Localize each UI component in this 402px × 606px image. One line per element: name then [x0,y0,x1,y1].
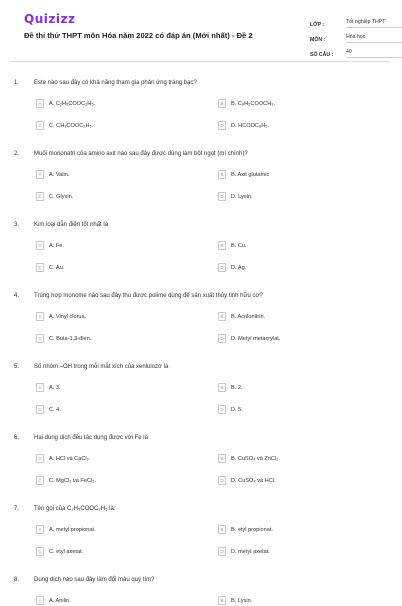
option-letter-box[interactable]: B [218,596,226,605]
answer-option[interactable] [218,169,368,180]
option-letter-box[interactable]: A [36,99,44,108]
answer-option[interactable] [218,240,368,251]
meta-subject-label: MÔN : [310,37,326,43]
option-text: D. CuSO₄ và HCl. [231,477,276,484]
option-text: D. Ag. [231,264,247,271]
worksheet-header [10,0,390,62]
question-number: 1. [14,80,20,86]
option-text: A. C₂H₅COOC₂H₅. [49,100,96,107]
meta-count-label: SỐ CÂU : [310,52,334,58]
answer-option[interactable] [36,120,186,131]
question-number: 3. [14,222,20,228]
option-letter-box[interactable]: A [36,525,44,534]
option-letter-box[interactable]: D [218,547,226,556]
question-number: 4. [14,293,20,299]
option-letter-box[interactable]: B [218,383,226,392]
answer-option[interactable] [218,191,368,202]
option-text: C. MgCl₂ và FeCl₃. [49,477,97,484]
answer-option[interactable] [218,524,368,535]
option-letter-box[interactable]: B [218,454,226,463]
option-text: B. CuSO₄ và ZnCl₂. [231,455,280,462]
option-letter-box[interactable]: B [218,99,226,108]
option-letter-box[interactable]: C [36,476,44,485]
option-text: C. Glyxin. [49,193,74,200]
option-text: B. etyl propionat. [231,526,273,533]
answer-option[interactable] [218,475,368,486]
answer-option[interactable] [218,546,368,557]
option-text: A. Valin. [49,171,70,178]
question-number: 5. [14,364,20,370]
meta-subject-row [310,28,402,43]
option-letter-box[interactable]: D [218,121,226,130]
meta-class-value: Tốt nghiệp THPT [346,15,402,28]
question-text: Dung dịch nào sau đây làm đổi màu quỳ tím? [34,577,155,583]
option-text: D. metyl axetat. [231,548,270,555]
quizizz-logo: Quizizz [24,12,76,26]
worksheet-title: Đề thi thử THPT môn Hóa năm 2022 có đáp án (Mới nhất) - Đề 2 [24,31,253,40]
option-text: A. Anilin. [49,597,71,604]
question-number: 6. [14,435,20,441]
question-text: Hai dung dịch đều tác dụng được với Fe là [34,435,148,441]
option-letter-box[interactable]: B [218,312,226,321]
answer-option[interactable] [218,262,368,273]
question-text: Este nào sau đây có khả năng tham gia phản ứng tráng bạc? [34,80,197,86]
answer-option[interactable] [218,382,368,393]
answer-option[interactable] [218,120,368,131]
answer-option[interactable] [36,595,186,606]
option-letter-box[interactable]: A [36,383,44,392]
option-letter-box[interactable]: C [36,547,44,556]
option-text: B. Lysin. [231,597,253,604]
question-text: Trùng hợp monome nào sau đây thu được polime dùng để sản xuất thủy tinh hữu cơ? [34,293,263,299]
answer-option[interactable] [218,595,368,606]
option-letter-box[interactable]: C [36,121,44,130]
option-letter-box[interactable]: B [218,525,226,534]
meta-subject-value: Hóa học [346,30,402,43]
question-text: Số nhóm –OH trong mỗi mắt xích của xenlulozơ là [34,364,169,370]
option-letter-box[interactable]: A [36,596,44,605]
answer-option[interactable] [36,333,186,344]
answer-option[interactable] [36,524,186,535]
option-text: C. CH₃COOC₂H₅. [49,122,94,129]
meta-class-label: LỚP : [310,22,325,28]
option-letter-box[interactable]: D [218,263,226,272]
question-text: Muối mononatri của amino axit nào sau đây được dùng làm bột ngọt (mì chính)? [34,151,248,157]
answer-option[interactable] [218,98,368,109]
answer-option[interactable] [218,404,368,415]
answer-option[interactable] [218,453,368,464]
option-letter-box[interactable]: D [218,476,226,485]
meta-class-row [310,13,402,28]
option-text: D. Metyl metacrylat. [231,335,281,342]
meta-count-value: 40 [346,45,402,58]
option-letter-box[interactable]: A [36,241,44,250]
option-text: C. Au. [49,264,65,271]
option-text: B. Axit glutamic [231,171,270,178]
question-text: Kim loại dẫn điện tốt nhất là [34,222,109,228]
option-letter-box[interactable]: C [36,334,44,343]
option-letter-box[interactable]: A [36,170,44,179]
option-letter-box[interactable]: A [36,454,44,463]
option-text: A. Fe. [49,242,64,249]
option-text: B. 2. [231,384,243,391]
answer-option[interactable] [36,382,186,393]
option-text: C. etyl axetat. [49,548,84,555]
option-text: D. 5. [231,406,243,413]
option-text: A. 3. [49,384,61,391]
answer-option[interactable] [36,191,186,202]
option-letter-box[interactable]: C [36,405,44,414]
answer-option[interactable] [36,98,186,109]
option-text: A. Vinyl clorua. [49,313,87,320]
answer-option[interactable] [36,262,186,273]
option-letter-box[interactable]: D [218,334,226,343]
option-letter-box[interactable]: B [218,170,226,179]
answer-option[interactable] [218,311,368,322]
answer-option[interactable] [36,453,186,464]
option-letter-box[interactable]: C [36,263,44,272]
option-text: C. Buta-1,3-đien. [49,335,92,342]
option-text: A. metyl propionat. [49,526,96,533]
answer-option[interactable] [36,311,186,322]
answer-option[interactable] [218,333,368,344]
option-text: A. HCl và CaCl₂. [49,455,91,462]
answer-option[interactable] [36,240,186,251]
answer-option[interactable] [36,546,186,557]
option-text: B. Cu. [231,242,247,249]
worksheet-meta [310,13,402,58]
answer-option[interactable] [36,169,186,180]
option-letter-box[interactable]: B [218,241,226,250]
option-letter-box[interactable]: A [36,312,44,321]
option-letter-box[interactable]: D [218,405,226,414]
option-text: B. C₆H₅COOCH₃. [231,100,276,107]
option-letter-box[interactable]: D [218,192,226,201]
option-text: C. 4. [49,406,61,413]
meta-count-row [310,43,402,58]
option-text: D. HCOOC₆H₅. [231,122,270,129]
option-text: B. Acrilonitrin. [231,313,266,320]
question-number: 7. [14,506,20,512]
answer-option[interactable] [36,475,186,486]
option-text: D. Lysin. [231,193,253,200]
option-letter-box[interactable]: C [36,192,44,201]
question-number: 2. [14,151,20,157]
answer-option[interactable] [36,404,186,415]
question-text: Tên gọi của C₂H₅COOC₂H₅ là: [34,506,116,512]
question-number: 8. [14,577,20,583]
